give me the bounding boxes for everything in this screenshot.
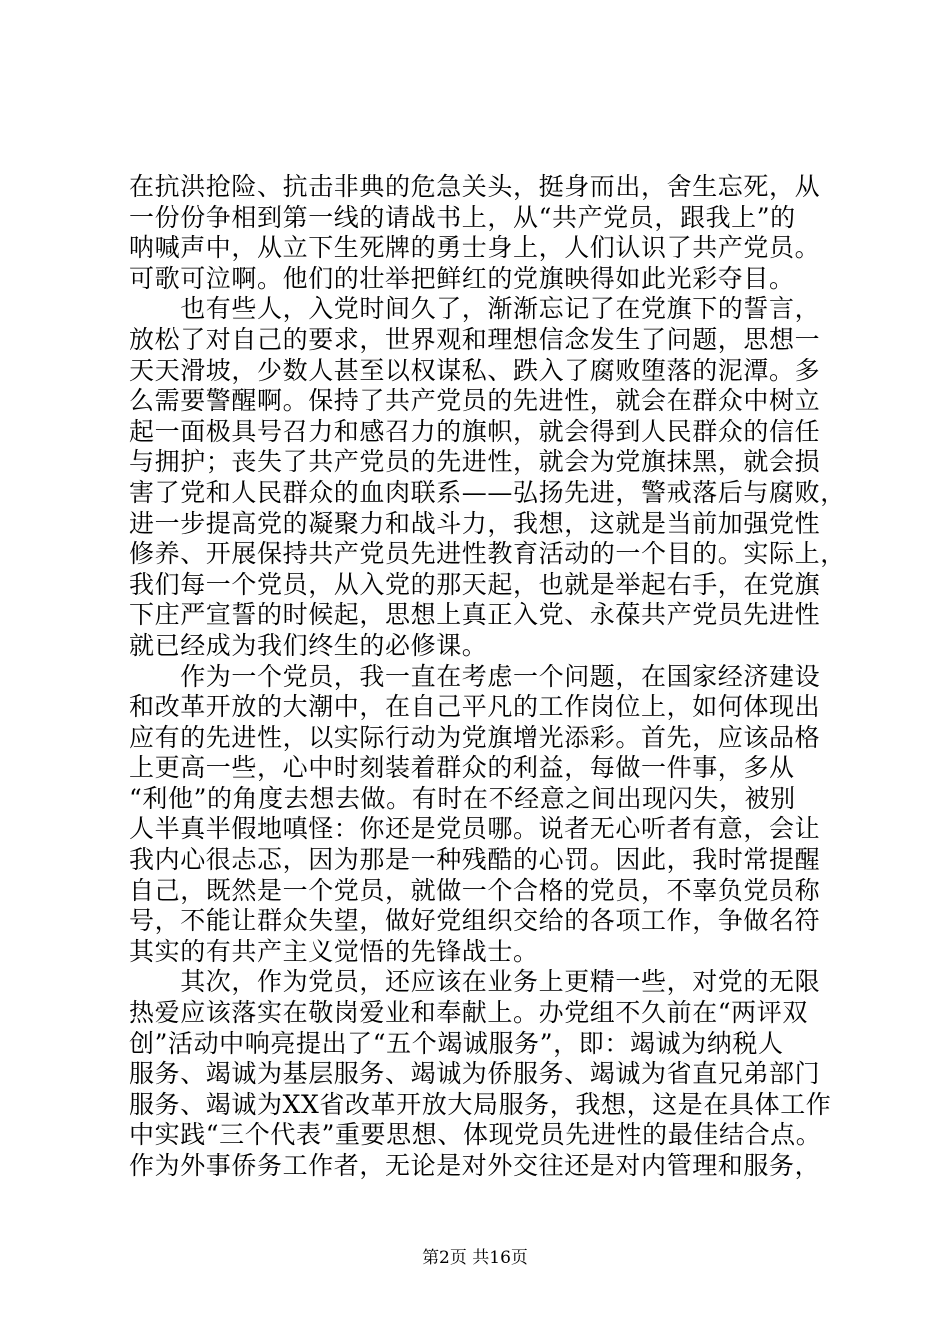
text-line: 我们每一个党员，从入党的那天起，也就是举起右手，在党旗 [129,569,821,599]
text-line: 与拥护；丧失了共产党员的先进性，就会为党旗抹黑，就会损 [129,447,821,477]
text-line: 服务、竭诚为XX省改革开放大局服务，我想，这是在具体工作 [129,1089,832,1119]
text-line: 作为外事侨务工作者，无论是对外交往还是对内管理和服务， [129,1151,821,1180]
text-line: 呐喊声中，从立下生死牌的勇士身上，人们认识了共产党员。 [129,233,821,263]
text-line: 上更高一些，心中时刻装着群众的利益，每做一件事，多从 [129,753,795,783]
text-line: “利他”的角度去想去做。有时在不经意之间出现闪失，被别 [129,783,796,813]
text-line: 也有些人，入党时间久了，渐渐忘记了在党旗下的誓言， [129,294,821,324]
text-line: 天天滑坡，少数人甚至以权谋私、跌入了腐败堕落的泥潭。多 [129,355,821,385]
text-line: 作为一个党员，我一直在考虑一个问题，在国家经济建设 [129,661,821,691]
text-line: 就已经成为我们终生的必修课。 [129,630,488,660]
text-line: 进一步提高党的凝聚力和战斗力，我想，这就是当前加强党性 [129,508,821,538]
document-body [129,172,846,1182]
text-line: 人半真半假地嗔怪：你还是党员哪。说者无心听者有意，会让 [129,814,821,844]
text-line: 害了党和人民群众的血肉联系——弘扬先进，警戒落后与腐败， [129,477,846,507]
text-line: 其实的有共产主义觉悟的先锋战士。 [129,936,539,966]
text-line: 么需要警醒啊。保持了共产党员的先进性，就会在群众中树立 [129,386,821,416]
text-line: 号，不能让群众失望，做好党组织交给的各项工作，争做名符 [129,906,821,936]
text-line: 其次，作为党员，还应该在业务上更精一些，对党的无限 [129,967,821,997]
text-line: 我内心很忐忑，因为那是一种残酷的心罚。因此，我时常提醒 [129,845,821,875]
text-line: 创”活动中响亮提出了“五个竭诚服务”，即：竭诚为纳税人 [129,1028,784,1058]
text-line: 放松了对自己的要求，世界观和理想信念发生了问题，思想一 [129,324,821,354]
text-line: 起一面极具号召力和感召力的旗帜，就会得到人民群众的信任 [129,416,821,446]
text-line: 热爱应该落实在敬岗爱业和奉献上。办党组不久前在“两评双 [129,998,808,1028]
text-line: 自己，既然是一个党员，就做一个合格的党员，不辜负党员称 [129,875,821,905]
page-footer: 第2页 共16页 [422,1248,528,1268]
text-line: 一份份争相到第一线的请战书上，从“共产党员，跟我上”的 [129,202,796,232]
text-line: 可歌可泣啊。他们的壮举把鲜红的党旗映得如此光彩夺目。 [129,263,795,293]
text-line: 修养、开展保持共产党员先进性教育活动的一个目的。实际上， [129,539,846,569]
text-line: 应有的先进性，以实际行动为党旗增光添彩。首先，应该品格 [129,722,821,752]
text-line: 在抗洪抢险、抗击非典的危急关头，挺身而出，舍生忘死，从 [129,172,821,201]
text-line: 和改革开放的大潮中，在自己平凡的工作岗位上，如何体现出 [129,692,821,722]
text-line: 服务、竭诚为基层服务、竭诚为侨服务、竭诚为省直兄弟部门 [129,1059,821,1089]
text-line: 下庄严宣誓的时候起，思想上真正入党、永葆共产党员先进性 [129,600,821,630]
text-line: 中实践“三个代表”重要思想、体现党员先进性的最佳结合点。 [129,1120,822,1150]
